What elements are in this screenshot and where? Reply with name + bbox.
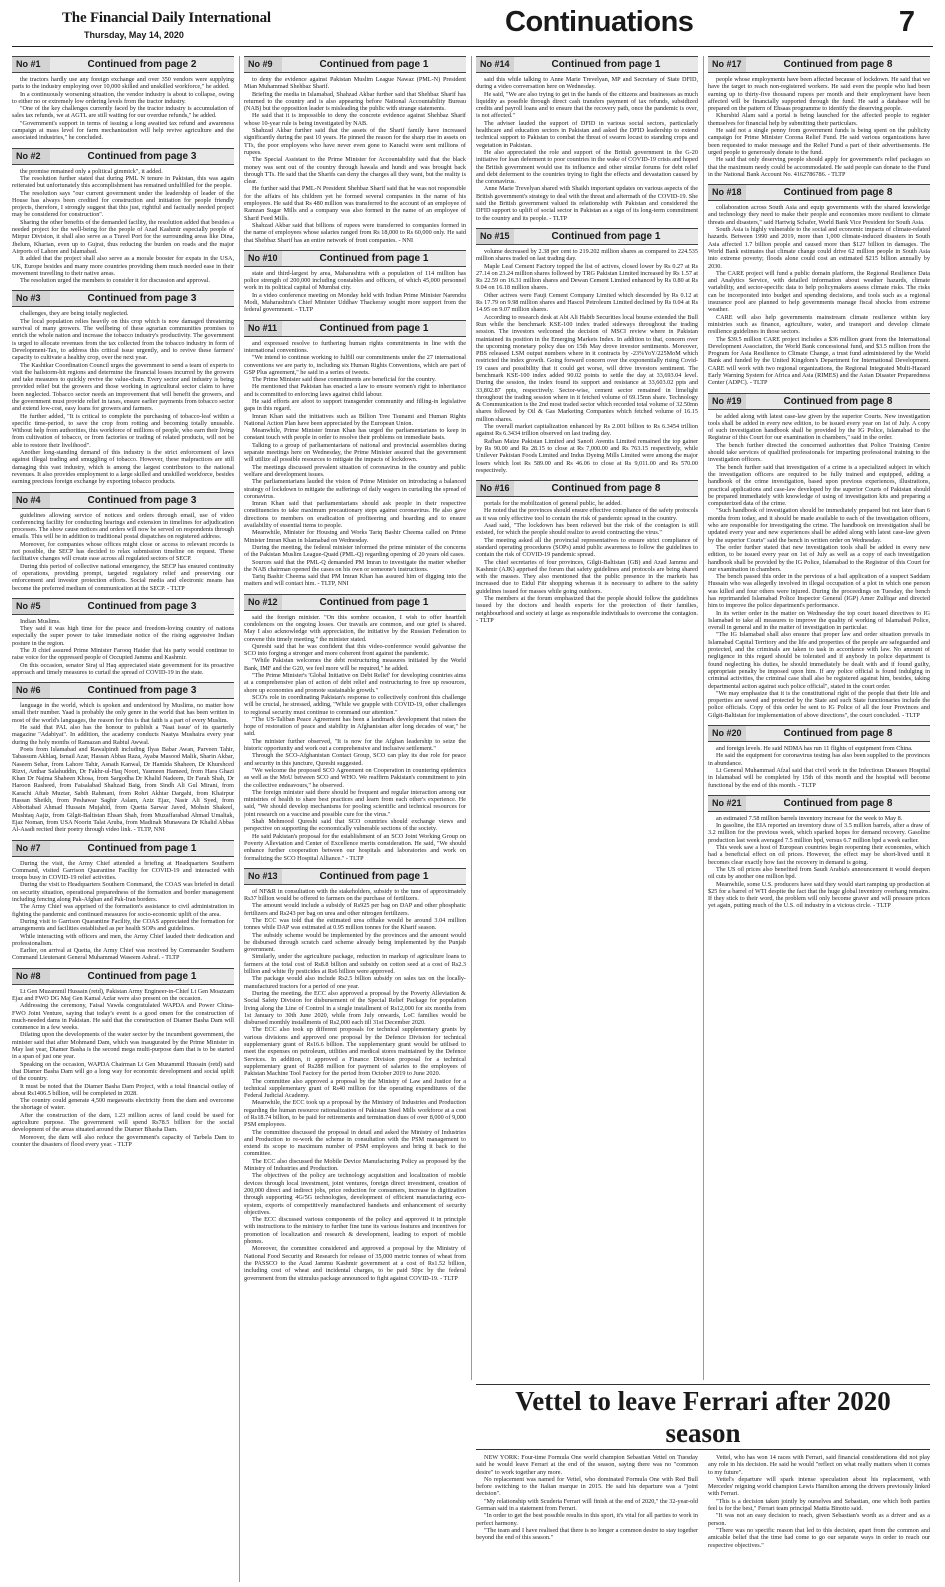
story-continued-from: Continued from page 1 <box>551 59 661 70</box>
story-header <box>244 320 466 337</box>
story-paragraph: "While Pakistan welcomes the debt restructuring measures initiated by the World Bank, IMF and the G20, we feel more will be required," he added. <box>244 657 466 672</box>
story-paragraph: This week saw a host of European countries begin reopening their economies, which had a beneficial effect on oil prices. However, the effect may be short-lived until it becomes clear exactly how fast the recovery in demand is going. <box>708 844 930 866</box>
feature-paragraph: Vettel, who has won 14 races with Ferrari, said financial considerations did not play any role in his decision. He said he would "reflect on what really matters when it comes to my future". <box>708 1454 930 1476</box>
story-header <box>12 598 234 615</box>
story-header <box>12 840 234 857</box>
story-body <box>244 270 466 314</box>
story-continued-from: Continued from page 8 <box>783 59 893 70</box>
story-paragraph: He noted that the provinces should ensure effective compliance of the safety protocols as it was only effective tool to contain the risk of pandemic spread in the country. <box>476 507 698 522</box>
story-body <box>708 204 930 386</box>
story-paragraph: Imran Khan said the initiatives such as Billion Tree Tsunami and Human Rights National Action Plan have been appreciated by the European Union. <box>244 412 466 427</box>
story-paragraph: The Special Assistant to the Prime Minister for Accountability said that the black money was sent out of the country through hawala and hundi and was brought back through TTs. He said that the Sharifs can deny the charges all they want, but the reality is clear. <box>244 156 466 186</box>
paper-name: The Financial Daily International <box>62 10 271 26</box>
story-paragraph: Meanwhile, the ECC took up a proposal by the Ministry of Industries and Production regarding the human resource rationalization of Pakistan Steel Mills workforce at a cost of Rs18.74 billion, to be paid for retirements and termination dues of over 8,000 of 9,000 PSM employees. <box>244 1099 466 1129</box>
column-1 <box>12 56 234 1582</box>
continuation-story <box>476 56 698 222</box>
continuation-story <box>12 682 234 833</box>
story-paragraph: Moreover, the committee considered and approved a proposal by the Ministry of National Food Security and Research for release of 35,000 metric tonnes of wheat from the PASSCO to the Azad Jammu Kashmir government at a cost of Rs1.52 billion, including cost of wheat and incidental charges, to be paid 50pc by the federal government from the stimulus package announced to fight against COVID-19. - TLTP <box>244 1245 466 1282</box>
story-paragraph: The package would also include Rs2.5 billion subsidy on sales tax on the locally-manufactured tractors for a period of one year. <box>244 975 466 990</box>
story-number: No #4 <box>12 493 50 508</box>
story-paragraph: The ECC also took up different proposals for technical supplementary grants by various divisions and approved one proposal by the Defence Division for technical supplementary grant of Rs16.6 billion. The supplementary grant would be utilised to meet the expenses on petroleum, utilities and medical stores maintained by the Defence Services. In addition, it approved a Finance Division proposal for a technical supplementary grant of Rs288 million for payment of salaries to the employees of Pakistan Machine Tool Factory for the period from October 2019 to June 2020. <box>244 1026 466 1078</box>
story-paragraph: language in the world, which is spoken and understood by Muslims, no matter how small their number. Yaad is probably the only genre in the world that has been written in most of the world's languages, the reason for this is that faith is a part of every Muslim. <box>12 702 234 724</box>
story-paragraph: It must be noted that the Diamer Basha Dam Project, with a total financial outlay of about Rs1406.5 billion, will be completed in 2028. <box>12 1082 234 1097</box>
story-paragraph: The parliamentarians lauded the vision of Prime Minister on introducing a balanced strategy of lockdown to mitigate the sufferings of daily wagers in curtailing the spread of coronavirus. <box>244 478 466 500</box>
story-paragraph: Another long-standing demand of this industry is the strict enforcement of laws against illegal trading and smuggling of tobacco. However, these malpractices are still damaging this vast industry, which is among the largest contributors to the national revenues. It also provides employment to a large skilled and unskilled workforce, besides earning precious foreign exchange by exporting tobacco products. <box>12 449 234 486</box>
issue-date: Thursday, May 14, 2020 <box>84 30 184 40</box>
column-divider <box>703 56 704 1380</box>
story-paragraph: Maple Leaf Cement Factory topped the list of actives, closed lower by Rs 0.27 at Rs 27.14 on 23.24 million shares followed by TRG Pakistan Limited increased by Rs 1.57 at Rs 22.59 on 16.31 million shares and Dewan Cement Limited enhanced by Rs 0.80 at Rs 9.04 on 16.18 million shares. <box>476 262 698 292</box>
story-paragraph: Through the SCO-Afghanistan Contact Group, SCO can play its due role for peace and security in this juncture, Qureshi suggested. <box>244 752 466 767</box>
story-number: No #11 <box>244 321 282 336</box>
story-header <box>708 393 930 410</box>
story-paragraph: In a video conference meeting on Monday held with Indian Prime Minister Narendra Modi, Maharashtra's Chief Minister Uddhav Thackeray sought more support from the federal government. - TLTP <box>244 291 466 314</box>
continuation-story <box>708 725 930 789</box>
story-paragraph: Rafhan Maize Pakistan Limited and Sanofi Aventis Limited remained the top gainer by Rs 90.00 and Rs 28.15 to close at Rs 7,000.00 and Rs 763.15 respectively, while Unilever Pakistan Foods Limited and Indus Dyeing Mills Limited were among the major losers which lost Rs 589.00 and Rs 46.06 to close at Rs 9,011.00 and Rs 570.00 respectively. <box>476 437 698 474</box>
feature-paragraph: "There was no specific reason that led to this decision, apart from the common and amicable belief that the time had come to go our separate ways in order to reach our respective objectives." <box>708 1526 930 1549</box>
story-paragraph: The Kashtkar Coordination Council urges the government to send a team of experts to visit the hailstorm-hit regions and determine the financial losses incurred by the growers and take measures to quickly revive the value-chain. Every sector and industry is being provided relief but the growers and those working in agricultural sector claim to have been neglected. Tobacco sector needs an improvement that will benefit the growers, and the government must provide relief in taxes, ensure earlier payments from tobacco sector and extend low-cost, easy loans for growers and farmers. <box>12 361 234 413</box>
story-paragraph: the tractors hardly use any foreign exchange and over 350 vendors were supplying parts to the industry employing over 10,000 skilled and unskilled workforce," he added. <box>12 76 234 91</box>
story-number: No #5 <box>12 599 50 614</box>
story-number: No #1 <box>12 57 50 72</box>
story-paragraph: Addressing the ceremony, Faisal Vawda congratulated WAPDA and Power China-FWO Joint Venture, saying that today's event is a good omen for the construction of much-needed dams in Pakistan. He said that the construction of Diamer Basha Dam will commence in a few weeks. <box>12 1002 234 1032</box>
story-paragraph: Asad said, "The lockdown has been relieved but the risk of the contagion is still existed, for which the people should realize to avoid contracting the virus." <box>476 522 698 537</box>
story-number: No #19 <box>708 394 746 409</box>
story-paragraph: During this period of collective national emergency, the SECP has ensured continuity of operations, providing prompt, targeted regulatory relief and preserving our enforcement and investor protection efforts. Social media and electronic means has become the preferred medium of communication at the SECP. - TLTP <box>12 562 234 592</box>
story-paragraph: The adviser lauded the support of DFID in various social sectors, particularly healthcare and education sectors in Pakistan and asked the DFID leadership to extend technical support to Pakistan to combat the threat of swarm locust to standing crops and vegetation in Pakistan. <box>476 119 698 149</box>
story-paragraph: "We welcome the proposed SCO Agreement on Cooperation in countering epidemics as well as the MoU between SCO and WHO. We reaffirm Pakistan's commitment to join the collective endeavours," he observed. <box>244 766 466 789</box>
story-paragraph: He said that only deserving people should apply for government's relief packages so that the maximum needy could be accommodated. He said people can donate to the Fund in the National Bank Account No. 4162786786. - TLTP <box>708 156 930 178</box>
story-paragraph: said this while talking to Anne Marie Trevelyan, MP and Secretary of State DFID, during a video conversation here on Wednesday. <box>476 76 698 91</box>
story-paragraph: South Asia is highly vulnerable to the social and economic impacts of climate-related hazards. Between 1990 and 2019, more than 1,000 climate-induced disasters in South Asia affected 1.7 billion people and caused more than $127 billion in damages. The World Bank estimates that climate change could drive 62 million people in South Asia into extreme poverty; floods alone could cost an estimated $215 billion annually by 2030. <box>708 226 930 270</box>
story-paragraph: The foreign minister said there should be frequent and regular interaction among our ministries of health to share best practices and learn from each other's experience. He said, "We should develop mechanisms for pooling scientific and technical resources for joint research on a vaccine and possible cure for the virus." <box>244 788 466 818</box>
story-paragraph: Shahzad Akbar said that billions of rupees were transferred to companies formed in the name of employees whose salaries ranged from Rs 18,000 to Rs 60,000 only. He said that Shehbaz Sharif has an entire network of front companies. - NNI <box>244 221 466 244</box>
story-paragraph: of NF&R in consultation with the stakeholders, subsidy to the tune of approximately Rs37 billion would be offered to farmers on the purchase of fertilizers. <box>244 887 466 903</box>
story-number: No #15 <box>476 229 514 244</box>
story-paragraph: "Such handbook of investigation should be immediately prepared but not later than 6 months from today, and it should be made available to each of the investigation officers, who are responsible for investigating the crime. The handbook on investigation shall be updated every year and new experiences shall be added along with latest case-law given by the superior Courts" said the bench in written order on Wednesday. <box>708 507 930 544</box>
story-paragraph: While interacting with officers and men, the Army Chief lauded their dedication and professionalism. <box>12 932 234 947</box>
story-paragraph: people whose employments have been affected because of lockdown. He said that we have the target to reach non-registered workers. He said even the people who had been earning up to thirty-five thousand rupees per month and their employment have been affected will be financially supported through the fund. He said a database will be prepared on the pattern of Ehsaas programme to identify the deserving people. <box>708 76 930 113</box>
story-header <box>12 56 234 73</box>
story-continued-from: Continued from page 1 <box>87 970 197 982</box>
column-divider <box>239 56 240 1582</box>
story-body <box>244 614 466 862</box>
masthead <box>12 6 933 47</box>
continuation-story <box>708 393 930 719</box>
story-continued-from: Continued from page 8 <box>783 728 893 740</box>
story-paragraph: During the meeting, the federal minister informed the prime minister of the concerns of the Pakistan Muslim League-Quaid (PML-Q) regarding opening of 20 years old cases. <box>244 543 466 559</box>
story-paragraph: The ECC also discussed the Mobile Device Manufacturing Policy as proposed by the Ministry of Industries and Production. <box>244 1157 466 1173</box>
story-paragraph: The resolution says "our current government under the leadership of leader of the House has always been credited for construction and initiation for people friendly projects, therefore, I strongly suggest that this just, rightful and factually needed project may be considered for construction". <box>12 189 234 219</box>
story-paragraph: volume decreased by 2.38 per cent to 219.202 million shares as compared to 224.535 million shares traded on last trading day. <box>476 247 698 263</box>
story-number: No #12 <box>244 595 282 610</box>
story-paragraph: guidelines allowing service of notices and orders through email, use of video conferencing facility for conducting hearings and extension in timelines for adjudication processes. The show cause notices and orders will now be served on respondents through emails. This will be in addition to traditional postal dispatches on registered address. <box>12 511 234 541</box>
story-paragraph: "The IG Islamabad shall also ensure that proper law and order situation prevails in Islamabad Capital Territory and the life and properties of the people are safeguarded and protected, and the criminals are taken to task in accordance with law. No amount of negligence in this regard should be tolerated and if anybody in police department is found neglecting his duties, he should immediately be dealt with and if found guilty, appropriate penalty be imposed upon him. If any police official is found indulging in criminal activities, the criminal case shall also be registered against him, besides, taking departmental action against such police official", stated in the court order. <box>708 631 930 690</box>
story-header <box>244 250 466 267</box>
column-2 <box>244 56 466 1380</box>
continuation-story <box>476 228 698 474</box>
story-paragraph: Talking to a group of parliamentarians of national and provincial assemblies during separate meetings here on Wednesday, the Prime Minister assured that the government will utilize all possible resources to mitigate the impacts of lockdown. <box>244 441 466 464</box>
continuation-story <box>12 968 234 1149</box>
story-paragraph: The committee also approved a proposal by the Ministry of Law and Justice for a technical supplementary grant of Rs40 million for the operating expenditures of the Federal Judicial Academy. <box>244 1077 466 1100</box>
story-paragraph: Tariq Bashir Cheema said that PM Imran Khan has assured him of digging into the matters and will contact him. - TLTP, NNI <box>244 573 466 588</box>
story-paragraph: Speaking on the occasion, WAPDA Chairman Lt Gen Muzammil Hussain (retd) said that Diamer Basha Dam will go a long way for economic development and social uplift of the country. <box>12 1060 234 1083</box>
story-header <box>708 184 930 201</box>
story-continued-from: Continued from page 1 <box>319 59 429 70</box>
feature-paragraph: No replacement was named for Vettel, who dominated Formula One with Red Bull before switching to the Italian marque in 2015. He said his departure was a "joint decision". <box>476 1475 698 1498</box>
story-body <box>12 988 234 1149</box>
story-paragraph: "We may emphasize that it is the constitutional right of the people that their life and properties are saved and protected by the State and such State functionaries include the police officials. Copy of this order be sent to IG Police of all the four Provinces and Gilgit-Baltistan for implementation of above directions", the court concluded. - TLTP <box>708 689 930 719</box>
story-paragraph: He also appreciated the role and support of the British government in the G-20 initiative for loan deferment to poor countries in the wake of COVID-19 crisis and hoped the British government would use its influence and other similar forums for debt relief and debt deferment to the countries trying to fight the effects and devastation caused by the coronavirus. <box>476 148 698 186</box>
story-continued-from: Continued from page 3 <box>87 494 197 506</box>
continuation-story <box>244 250 466 314</box>
story-paragraph: "Government's support in terms of issuing a long awaited tax refund and awareness campaign at mass level for farm mechanization will help revive agriculture and the associated industries," he concluded. <box>12 119 234 142</box>
story-paragraph: state and third-largest by area, Maharashtra with a population of 114 million has police strength of 200,000 including constables and officers, of which 45,000 personnel work in its political capital of Mumbai city. <box>244 269 466 292</box>
continuation-story <box>12 598 234 676</box>
story-paragraph: Qureshi said that he was confident that this video-conference would galvanise the SCO into forging a stronger and more coherent front against the pandemic. <box>244 642 466 658</box>
story-paragraph: an estimated 7.58 million barrels inventory increase for the week to May 8. <box>716 814 903 822</box>
story-number: No #7 <box>12 841 50 856</box>
story-number: No #18 <box>708 185 746 200</box>
story-paragraph: Imran Khan said that parliamentarians should ask people in their respective constituencies to take maximum precautionary steps against coronavirus. He also gave directions to members on eradication of profiteering and hoarding and to ensure availability of essential items to people. <box>244 500 466 530</box>
story-paragraph: He said efforts are afoot to support transgender community and filling-in legislative gaps in this regard. <box>244 397 466 413</box>
continuation-story <box>12 840 234 962</box>
story-paragraph: On this occasion, senator Siraj ul Haq appreciated state government for its proactive approach and timely measures to curtail the spread of COVID-19 in the state. <box>12 661 234 676</box>
story-continued-from: Continued from page 8 <box>783 395 893 407</box>
story-paragraph: The meetings discussed prevalent situation of coronavirus in the country and public welfare and development issues. <box>244 463 466 478</box>
story-body <box>708 76 930 178</box>
story-paragraph: He said the equipment for coronavirus testing has also been supplied to the provinces in abundance. <box>708 752 930 767</box>
story-body <box>12 860 234 962</box>
story-header <box>708 56 930 73</box>
story-paragraph: Sources said that the PML-Q demanded PM Imran to investigate the matter whether the NAB chairman opened the cases on his own or someone's instructions. <box>244 558 466 573</box>
story-header <box>476 56 698 73</box>
story-paragraph: Anne Marie Trevelyan shared with Shaikh important updates on various aspects of the British government's strategy to deal with the threat and aftermath of the COVID-19. She said the British government valued its relationship with Pakistan and considered the DFID support to uplift of social sector in Pakistan as a sign of its long-term commitment to the country and its people. - TLTP <box>476 185 698 222</box>
story-paragraph: He said that PAL also has the honour to publish a 'Naat issue' of its quarterly magazine "Adabiyat". In addition, the academy conducts Naatya Mushaira every year during the holy months of Ramazan and Rabiul Awwal. <box>12 724 234 746</box>
continuation-story <box>708 795 930 910</box>
feature-body <box>476 1454 930 1549</box>
story-continued-from: Continued from page 1 <box>319 870 429 882</box>
story-body <box>708 413 930 719</box>
feature-paragraph: "This is a decision taken jointly by ourselves and Sebastian, one which both parties feel is for the best," Ferrari team principal Mattia Binotto said. <box>708 1497 930 1513</box>
story-paragraph: After the construction of the dam, 1.23 million acres of land could be used for agriculture purpose. The government will spend Rs78.5 billion for the social development of the areas situated around the Diamer Bhasha Dam. <box>12 1111 234 1134</box>
continuation-story <box>244 56 466 244</box>
story-paragraph: Sharing the other benefits of the demanded facility, the resolution added that besides a needed project for the well-being for the people of Azad Kashmir especially people of Mirpur Division, it shall also serve as a Travel Port for the surrounding areas like Dina, Jhelum, Kharian, even up to Gujrat, thus reducing the burden on roads and the major Airports of Lahore and Islamabad. <box>12 218 234 255</box>
story-header <box>708 725 930 742</box>
story-body <box>708 815 930 910</box>
story-number: No #3 <box>12 291 50 306</box>
story-paragraph: Moreover, for companies whose offices might close or access to relevant records is not possible, the SECP has decided to relax submission timeline on request. These facilitative changes will create ease across all regulated sectors of SECP. <box>12 540 234 563</box>
continuation-story <box>12 290 234 485</box>
story-paragraph: Other actives were Fauji Cement Company Limited which descended by Rs 0.12 at Rs 17.79 on 9.98 million shares and Hascol Petroleum Limited declined by Rs 0.04 at Rs 14.95 on 9.07 million shares. <box>476 291 698 314</box>
feature-paragraph: "It was not an easy decision to reach, given Sebastian's worth as a driver and as a person. <box>708 1512 930 1527</box>
story-paragraph: The subsidy scheme would be implemented by the provinces and the amount would be disbursed through scratch card scheme already being implemented by the Punjab government. <box>244 931 466 954</box>
story-paragraph: The CARE project will fund a public domain platform, the Regional Resilience Data and Analytics Service, with detailed information about weather hazards, climate variability, and sector-specific data to help policymakers assess climate risks. The risks can be incorporated into budget and spending decisions, and tools such as a regional insurance pool are planned to help governments manage fiscal shocks from extreme weather. <box>708 269 930 314</box>
story-header <box>12 148 234 165</box>
story-header <box>708 795 930 812</box>
story-number: No #6 <box>12 683 50 698</box>
story-paragraph: Poets from Islamabad and Rawalpindi including Ilyas Babar Awan, Parveen Tahir, Tabassum Akhlaq, Ismail Azar, Hassan Abbas Raza, Ayaba Masood Malik, Sharin Akbar, Naseem Sehar, from Lahore Tahir, Asnath Kanwal, Dr Hamida Shaheen, Dr Khurshced Rizvi, Anthar Salahuddin, Dr Fakhr-ul-Haq Noori, Yasmeen Hameed, from Hara Ghazi Khan Dr Najma Shaheen Khosa, from Sargodha Dr Khalid Nadeem, Dr Farah Shah, Dr Haroon Rasheed, from Faisalabad Shahzad Baig, from Sindh Ali Gul Mirani, from Karachi Aftab Muztar, Sabih Rahmani, from Rohri Akhtar Dargahi, from Khairpur Hassan Sheikh, from Peshawar Saghir Aslam, Aziz Ejaz, Nasir Ali Syed, from Abbottabad Ahmad Hussain Mujahid, from Quetta Sarwar Javed, Mohsin Shakeel, Mushtaq Aajiz, from Gilgit-Baltistan Ehsan Shah, from Muzaffarabad Ahmad Umaltak, Ejaz Noman, from USA Noorin Talat Aruba, from Madinah Munawara Dr Khalid Abbas Al-Asadi recited their poetry through video link. - TLTP, NNI <box>12 745 234 834</box>
story-number: No #9 <box>244 57 282 72</box>
story-body <box>244 888 466 1282</box>
story-paragraph: The resolution urged the members to consider it for discussion and approval. <box>20 277 210 285</box>
story-body <box>244 76 466 244</box>
story-paragraph: The minister further observed, "It is now for the Afghan leadership to seize the historic opportunity and work out a comprehensive and inclusive settlement." <box>244 737 466 753</box>
section-title: Continuations <box>505 6 694 38</box>
story-header <box>12 682 234 699</box>
story-paragraph: The Army Chief was apprised of the formation's assistance to civil administration in fighting the pandemic and continued measures for socio-economic uplift of the area. <box>12 903 234 918</box>
column-3 <box>476 56 698 1380</box>
story-paragraph: The $39.5 million CARE project includes a $36 million grant from the International Development Association, the World Bank concessional fund, and $3.5 million from the Program for Asia Resilience to Climate Change, a trust fund administered by the World Bank and funded by the United Kingdom's Department for International Development. CARE will work with two regional organizations, the Regional Integrated Multi-Hazard Early Warning System for Africa and Asia (RIMES) and the Asian Disaster Preparedness Center (ADPC). - TLTP <box>708 335 930 387</box>
story-continued-from: Continued from page 1 <box>87 842 197 854</box>
story-paragraph: Briefing the media in Islamabad, Shahzad Akbar further said that Shehbaz Sharif has returned to the country and is also appearing before National Accountability Bureau (NAB) but the opposition leader is misleading the public with strange statements. <box>244 90 466 113</box>
story-paragraph: The amount would include a subsidy of Rs925 per bag on DAP and other phosphatic fertilizers and Rs243 per bag on urea and other nitrogen fertilizers. <box>244 902 466 917</box>
story-paragraph: said the foreign minister. "On this sombre occasion, I wish to offer heartfelt condolences on the ongoing losses. Our travails are common, and our grief is shared. May I also acknowledge with appreciation, the initiative by the Russian Federation to convene this timely meeting," the minister stated. <box>244 613 466 643</box>
story-paragraph: He further said that PML-N President Shehbaz Sharif said that he was not responsible for the affairs of his children yet he formed several companies in the name of his employees. He said that Rs 480 million was transferred to the account of an employee of Ramzan Sugar Mills and a company was also formed in the name of an employee of Sharif Feed Mills. <box>244 185 466 222</box>
story-body <box>12 168 234 285</box>
story-header <box>244 594 466 611</box>
story-paragraph: The committee discussed the proposal in detail and asked the Ministry of Industries and Production to re-work the scheme in consultation with the PSM management to extend its scope to maximum number of PSM employees and bring it back to the committee. <box>244 1128 466 1158</box>
story-paragraph: CARE will also help governments mainstream climate resilience within key ministries such as finance, agriculture, water, and transport and develop climate resilience guidelines in those sectors. <box>708 313 930 336</box>
feature-paragraph: NEW YORK: Four-time Formula One world champion Sebastian Vettel on Tuesday said he would leave Ferrari at the end of the season, saying there was no "common desire" to work together any more. <box>476 1454 698 1476</box>
story-number: No #2 <box>12 149 50 164</box>
story-paragraph: Lt General Muhammad Afzal said that civil work in the Infectious Diseases Hospital in Islamabad will be completed by 15th of this month and the hospital will become functional by the end of this month. - TLTP <box>708 766 930 789</box>
story-continued-from: Continued from page 8 <box>551 483 661 495</box>
story-paragraph: Indian Muslims. <box>20 617 61 625</box>
feature-headline: Vettel to leave Ferrari after 2020 season <box>476 1384 930 1450</box>
story-paragraph: He said that it is impossible to deny the concrete evidence against Shehbaz Sharif whose 10-year rule is being investigated by NAB. <box>244 112 466 127</box>
story-continued-from: Continued from page 3 <box>87 600 197 612</box>
story-paragraph: In a continuously worsening situation, the vendor industry is about to collapse, owing to either no or extremely low ordering levels from the tractor industry. <box>12 90 234 105</box>
story-number: No #17 <box>708 57 746 72</box>
story-body <box>12 702 234 833</box>
story-number: No #20 <box>708 726 746 741</box>
story-paragraph: The country could generate 4,500 megawatts electricity from the dam and overcome the shortage of water. <box>12 1097 234 1112</box>
story-paragraph: He said, "We are also trying to get in the hands of the citizens and businesses as much liquidity as possible through direct cash transfers payment of tax refunds, subsidized credits and payroll loans and to ensure that the recovery path, once the pandemic is over, is not affected." <box>476 90 698 120</box>
story-continued-from: Continued from page 3 <box>87 293 197 305</box>
story-paragraph: and expressed resolve to furthering human rights commitments in line with the international conventions. <box>244 339 466 354</box>
story-paragraph: During visit to Garrison Quarantine Facility, the COAS appreciated the formation for arrangements and facilities established as per health SOPs and guidelines. <box>12 917 234 933</box>
story-continued-from: Continued from page 8 <box>783 797 893 809</box>
story-continued-from: Continued from page 2 <box>87 59 197 70</box>
feature-story <box>476 1384 930 1582</box>
story-body <box>12 310 234 485</box>
story-body <box>708 745 930 789</box>
story-paragraph: Meanwhile, Prime Minister Imran Khan has urged the parliamentarians to keep in constant touch with people in order to resolve their problems on immediate basis. <box>244 427 466 442</box>
continuation-story <box>476 480 698 624</box>
story-paragraph: Shahzad Akbar further said that the assets of the Sharif family have increased significantly during the past 10 years. He pinned the reason for the sharp rise in assets on TTs, the poor employees who have never even gone to Karachi were sent millions of rupees. <box>244 127 466 156</box>
story-paragraph: Similarly, under the agriculture package, reduction in markup of agriculture loans to farmers at the total cost of Rs8.8 billion and subsidy on cotton seed at a cost of Rs2.3 billion and white fly pesticides at Rs6 billion were approved. <box>244 953 466 976</box>
story-paragraph: The overall market capitalization enhanced by Rs 2.001 billion to Rs 6.3454 trillion against Rs 6.3434 trillion observed on last trading day. <box>476 423 698 438</box>
continuation-story <box>12 492 234 592</box>
story-header <box>476 228 698 245</box>
story-body <box>476 500 698 624</box>
page-number: 7 <box>898 6 915 38</box>
continuation-story <box>244 594 466 862</box>
story-paragraph: "One of the key challenges currently faced by the tractor industry is accumulation of sales tax refunds, we at AGTL are still waiting for our overdue refunds," he added. <box>12 105 234 120</box>
story-paragraph: The members at the forum emphasized that the people should follow the guidelines issued by the doctors and health experts for the protection of their families, neighbourhood and society at large as responsible individuals to overcome the contagion. - TLTP <box>476 595 698 624</box>
story-paragraph: "The Prime Minister's 'Global Initiative on Debt Relief' for developing countries aims at a comprehensive plan of action of debt relief and restructuring to free up resources, shore up economies and promote sustainable growth." <box>244 672 466 694</box>
story-continued-from: Continued from page 1 <box>319 322 429 334</box>
story-paragraph: During the visit to Headquarters Southern Command, the COAS was briefed in detail on security situation, operational preparedness of the formation and border management including fencing along Pak-Afghan and Pak-Iran borders. <box>12 881 234 904</box>
story-paragraph: In its writer order in the matter on Wednesday the top court issued directives to IG Islamabad to take all measures to improve the quality of working of Islamabad Police, overall in general and in the matter of investigation in particular. <box>708 609 930 632</box>
story-paragraph: According to research desk at Abi Ali Habib Securities local bourse extended the Bull Run while the benchmark KSE-100 index traded sideways throughout the trading session. The investors welcomed the decision of MSCI review where in Pakistan maintained its position in the Emerging Markets Index. In addition to that, concern over the upcoming monetary policy due on 15th May drove investor sentiments. Moreover, PBS released LSM output numbers where in it contracts by -23%YoY/225MoM which restricted the index growth. Going forward concern over the exponentially rising Covid-19 cases and possibility that it could get worse, will drive investors sentiment. The benchmark KSE-100 index added 90.02 points to settle the day at 33,693.04 level. During the session, the index found its support and resistance at 33,603.02 ppts and 33,802.87 ppts, respectively. Sector-wise, cement sector remained in limelight throughout the trading session where in it fetched volume of 69.15mn share. Technology & Communication is the 2nd most traded sector which recorded total volume of 32.50mn shares followed by Oil & Gas Marketing Companies which fetched volume of 16.15 million shares. <box>476 313 698 423</box>
story-paragraph: During the visit, the Army Chief attended a briefing at Headquarters Southern Command, visited Garrison Quarantine Facility for COVID-19 and interacted with troops busy in COVID-19 relief activities. <box>12 859 234 882</box>
story-paragraph: Meanwhile, some U.S. producers have said they would start ramping up production at $25 for a barrel of WTI despite the fact that the huge global inventory overhang remains. If they stick to their word, the problem will only become graver and will pressure prices yet again, putting much of the U.S. oil industry in a vicious circle. - TLTP <box>708 880 930 910</box>
story-paragraph: During the meeting, the ECC also approved a proposal by the Poverty Alleviation & Social Safety Division for disbursement of the Special Relief Package for population living along the Line of Control in a single installment of Rs12,000 for six months from 1st January to 30th June 2020, while from July onwards, LoC families would be disbursed monthly installments of Rs2,000 each till 31st December 2020. <box>244 989 466 1027</box>
feature-paragraph: "In order to get the best possible results in this sport, it's vital for all parties to work in perfect harmony. <box>476 1512 698 1527</box>
story-number: No #13 <box>244 869 282 884</box>
story-paragraph: The chief secretaries of four provinces, Gilgit-Baltistan (GB) and Azad Jammu and Kashmir (AJK) apprised the forum that safety guidelines and protocols are being shared with the masses. They also mentioned that the public presence in the markets has increased due to Eidul Fitr shopping whereas it is necessary to adhere to the safety guidelines issued for masses while going outdoors. <box>476 558 698 595</box>
story-continued-from: Continued from page 1 <box>319 252 429 264</box>
continuation-story <box>708 56 930 178</box>
story-paragraph: the promise remained only a political gimmick", it added. <box>20 167 163 175</box>
story-paragraph: be added along with latest case-law given by the superior Courts. New investigation tools shall be added in every new edition, to be issued every year on 1st of July. A copy of such investigation handbook shall be provided by the IG Police, Islamabad to the Registrar of this Court for our examination in chambers," said in the order. <box>708 412 930 442</box>
story-paragraph: The ECC discussed various components of the policy and approved it in principle with instructions to the ministry to further fine tune its various features and incentives for promotion of localization and research & development, leading to export of mobile phones. <box>244 1216 466 1246</box>
story-paragraph: Shah Mehmood Qureshi said that SCO countries should exchange views and perspective on supporting the economically vulnerable sections of the society. <box>244 818 466 833</box>
story-paragraph: collaboration across South Asia and equip governments with the shared knowledge and technology they need to make their people and economies more resilient to climate threats and disasters," said Hartwig Schafer, World Bank Vice President for South Asia. <box>708 204 930 226</box>
story-paragraph: SCO's role in coordinating Pakistan's response to collectively confront this challenge will be crucial, he stressed, adding, "While we grapple with COVID-19, other challenges to regional security must continue to command our attention." <box>244 693 466 716</box>
story-number: No #16 <box>476 481 514 496</box>
story-paragraph: Dilating upon the developments of the water sector by the incumbent government, the minister said that after Mohmand Dam, which was inaugurated by the Prime Minister in May last year, Diamer Basha is the second mega multi-purpose dam that is to be started in a span of just one year. <box>12 1031 234 1061</box>
story-paragraph: The meeting asked all the provincial representatives to ensure strict compliance of standard operating procedures (SOPs) amid public awareness to follow the guidelines to contain the risk of COVID-19 pandemic spread. <box>476 536 698 559</box>
story-body <box>12 512 234 592</box>
feature-paragraph: "My relationship with Scuderia Ferrari will finish at the end of 2020," the 32-year-old German said in a statement from Ferrari. <box>476 1497 698 1513</box>
story-continued-from: Continued from page 1 <box>319 596 429 608</box>
story-paragraph: to deny the evidence against Pakistan Muslim League Nawaz (PML-N) President Mian Muhammad Shehbaz Sharif. <box>244 76 466 91</box>
continuation-story <box>12 56 234 142</box>
story-paragraph: The order further stated that new investigation tools shall be added in every new edition, to be issued every year on 1st of July as well as a copy of each investigation handbook shall be provided by the IG Police, Islamabad to the Registrar of this Court for our examination in chambers. <box>708 543 930 573</box>
story-paragraph: The ECC was told that the estimated urea offtake would be around 3.04 million tonnes while DAP was estimated at 0.95 million tonnes for the Kharif season. <box>244 916 466 932</box>
story-paragraph: The Prime Minister said these commitments are beneficial for the country. <box>252 376 436 384</box>
story-paragraph: The bench further said that investigation of a crime is a specialized subject in which the investigation officers are required to be fully trained and equipped, adding a handbook of the crime investigation, based upon previous experiences, illustrations, practical applications and case-law developed by the superior Courts of Pakistan should be prepared immediately with knowledge of using of investigation kits and preparing a computerized data of the crime. <box>708 463 930 508</box>
story-header <box>244 868 466 885</box>
story-paragraph: Khurshid Alam said a portal is being launched for the affected people to register themselves for financial help by submitting their particulars. <box>708 112 930 127</box>
story-paragraph: "We intend to continue working to fulfill our commitments under the 27 international conventions we are party to, including six Human Rights Conventions, which are part of GSP Plus agreement," he said in a series of tweets. <box>244 354 466 376</box>
feature-paragraph: Vettel's departure will spark intense speculation about his replacement, with Mercedes' reigning world champion Lewis Hamilton among the drivers previously linked with Ferrari. <box>708 1475 930 1498</box>
story-continued-from: Continued from page 3 <box>87 150 197 162</box>
continuation-story <box>12 148 234 285</box>
story-body <box>244 340 466 588</box>
story-body <box>12 618 234 676</box>
story-paragraph: The bench passed this order in the pervious of a bail application of a suspect Saddam Hussain who was allegedly involved in illegal occupation of a plot in which one person was killed and four others were injured. During the proceedings on Tuesday, the bench has reprimanded Islamabad Police Inspector General (IGP) Amer Zulfiqar and directed him to improve the police department's performance. <box>708 573 930 610</box>
story-header <box>476 480 698 497</box>
story-number: No #21 <box>708 796 746 811</box>
story-continued-from: Continued from page 3 <box>87 685 197 697</box>
story-paragraph: The US oil prices also benefited from Saudi Arabia's announcement it would deepen oil cuts by another one million bpd. <box>708 865 930 881</box>
story-header <box>12 492 234 509</box>
story-paragraph: In gasoline, the EIA reported an inventory draw of 3.5 million barrels, after a draw of 3.2 million for the previous week, which sparked hopes for demand recovery. Gasoline production last week averaged 7.5 million bpd, versus 6.7 million bpd a week earlier. <box>708 822 930 844</box>
story-body <box>476 76 698 222</box>
story-paragraph: and foreign levels. He said NDMA has run 11 flights of equipment from China. <box>716 745 913 753</box>
story-paragraph: They said it was high time for the peace and freedom-loving country of nations especially the super power to take immediate notice of the rising aggressive Indian posture in the region. <box>12 625 234 647</box>
story-body <box>476 248 698 474</box>
story-paragraph: portals for the mobilization of general public, he added. <box>484 500 622 508</box>
story-paragraph: Earlier, on arrival at Quetta, the Army Chief was received by Commander Southern Command Lieutenant General Muhammad Waseem Ashraf. - TLTP <box>12 947 234 962</box>
continuation-story <box>708 184 930 386</box>
story-paragraph: The local population relies heavily on this crop which is now damaged threatening survival of many growers. The wellbeing of these agrarian communities promises to enrich the whole nation and increase the tobacco industry's productivity. The government is urged to allocate revenues from the tax collected from the tobacco industry in form of Development-Tax, to address this critical issue urgently, and to revive these farmers' capacity to cultivate a healthy crop, over the next year. <box>12 317 234 362</box>
column-divider <box>471 56 472 1380</box>
story-number: No #14 <box>476 57 514 72</box>
story-paragraph: "The US-Taliban Peace Agreement has been a landmark development that raises the hope of restoration of peace and stability in Afghanistan after long decades of war," he said. <box>244 715 466 738</box>
story-paragraph: Lt Gen Muzammil Hussain (retd), Pakistan Army Engineer-in-Chief Lt Gen Moazzam Ejaz and FWO DG Maj Gen Kamal Azfar were also present on the occasion. <box>12 987 234 1002</box>
story-header <box>244 56 466 73</box>
story-paragraph: The JI chief assured Prime Minister Farooq Haider that his party would continue to raise voice for the oppressed people of Occupied Jammu and Kashmir. <box>12 647 234 662</box>
story-continued-from: Continued from page 8 <box>783 187 893 199</box>
story-continued-from: Continued from page 1 <box>551 230 661 242</box>
feature-paragraph: "The team and I have realised that there is no longer a common desire to stay together beyond the end of this season." <box>476 1526 698 1542</box>
column-4 <box>708 56 930 1380</box>
continuation-story <box>244 320 466 588</box>
story-paragraph: The resolution further stated that during PML N tenure in Pakistan, this was again reiterated but unfortunately this accomplishment has remained unfulfilled for the people. <box>12 174 234 190</box>
story-number: No #8 <box>12 969 50 984</box>
story-paragraph: He mentioned that Pakistan has enacted a law to ensure women's right to inheritance and is committed to enforcing laws against child labour. <box>244 383 466 398</box>
story-body <box>12 76 234 142</box>
continuation-story <box>244 868 466 1282</box>
story-number: No #10 <box>244 251 282 266</box>
story-paragraph: He said not a single penny from government funds is being spent on the publicity campaign for Prime Minister Corona Relief Fund. He said various organizations have been requested to make message and the Relief Fund a part of their advertisements. He urged people to generously donate to the fund. <box>708 127 930 156</box>
story-paragraph: The bench further directed the concerned authorities that Police Training Centre should take services of qualified professionals for imparting professional training to the investigation officers. <box>708 441 930 464</box>
story-paragraph: Meanwhile, Minister for Housing and Works Tariq Bashir Cheema called on Prime Minister Imran Khan in Islamabad on Wednesday. <box>244 529 466 544</box>
story-header <box>12 968 234 985</box>
story-paragraph: It added that the project shall also serve as a morale booster for expats in the USA, UK, Europe besides and many more countries providing them much needed ease in their movement travelling to their native areas. <box>12 255 234 277</box>
story-paragraph: He said Pakistan's proposal for the establishment of an SCO Joint Working Group on Poverty Alleviation and Center of Excellence merits consideration. He said, "We should enhance further cooperation between our hospitals and laboratories and work on formalizing the SCO Hospital Alliance." - TLTP <box>244 832 466 862</box>
story-paragraph: He further added, "It is critical to complete the purchasing of tobacco-leaf within a specific time-period, to save the crop from rotting and becoming totally unusable. Without help from authorities, this workforce of millions of people, who earn their living from cultivation of tobacco, or from factories or trading of related products, will not be able to restore their livelihood". <box>12 412 234 449</box>
story-paragraph: Moreover, the dam will also reduce the government's capacity of Tarbela Dam to counter the disasters of flood every year. - TLTP <box>12 1133 234 1148</box>
story-paragraph: The objectives of the policy are technology acquisition and localization of mobile devices through local investment, joint ventures, foreign direct investment, creation of 200,000 direct and indirect jobs, price reduction for consumers, increase in digitization through supporting 4G/5G technologies, development of efficient manufacturing eco-system, exports of competitively manufactured handsets and enhancement of security objectives. <box>244 1172 466 1216</box>
story-paragraph: challenges, they are being totally neglected. <box>20 310 129 318</box>
story-header <box>12 290 234 307</box>
